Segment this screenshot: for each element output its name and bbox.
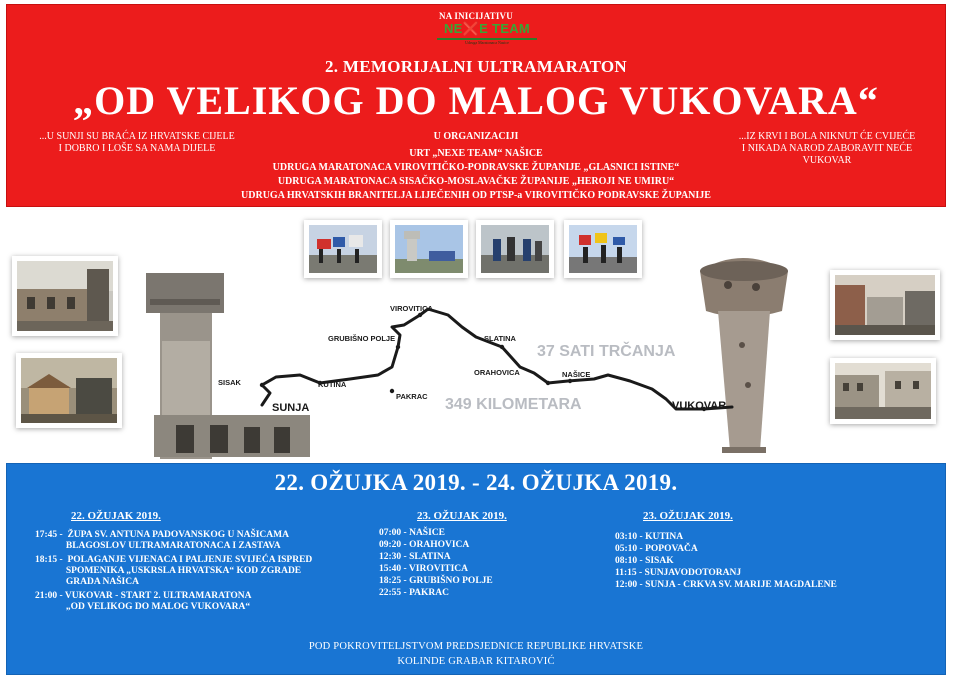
schedule-panel [6, 463, 946, 675]
patronage-line: POD POKROVITELJSTVOM PREDSJEDNICE REPUBLIKE HRVATSKE [308, 641, 644, 652]
organizer-line: UDRUGA HRVATSKIH BRANITELJA LIJEČENIH OD PTSP-a VIROVITIČKO PODRAVSKE ŽUPANIJE [241, 190, 711, 201]
vukovar-water-tower-illustration [700, 258, 788, 453]
verse-right-line: ...IZ KRVI I BOLA NIKNUT ĆE CVIJEĆE [738, 131, 916, 142]
header-banner [6, 4, 946, 207]
schedule-entry: 12:30 - SLATINA [379, 552, 451, 562]
day-heading: 23. OŽUJAK 2019. [417, 510, 507, 522]
schedule-entry: 03:10 - KUTINA [615, 532, 684, 542]
organizer-line: UDRUGA MARATONACA VIROVITIČKO-PODRAVSKE ŽUPANIJE „GLASNICI ISTINE“ [272, 162, 680, 173]
verse-right-line: I NIKADA NAROD ZABORAVIT NEĆE [741, 143, 913, 154]
duration-label: 37 SATI TRČANJA [537, 343, 676, 360]
route-stop-marker [396, 345, 400, 349]
verse-left-line: I DOBRO I LOŠE SA NAMA DIJELE [58, 143, 216, 154]
race-title: „OD VELIKOG DO MALOG VUKOVARA“ [73, 78, 879, 123]
place-label-sisak: SISAK [218, 378, 241, 387]
nexe-team-logo [435, 21, 539, 51]
schedule-entry: 11:15 - SUNJAVODOTORANJ [615, 568, 742, 578]
schedule-entry: 09:20 - ORAHOVICA [379, 540, 470, 550]
place-label-kutina: KUTINA [318, 380, 347, 389]
schedule-entry: 17:45 - ŽUPA SV. ANTUNA PADOVANSKOG U NAŠICAMA [35, 530, 289, 540]
schedule-entry: BLAGOSLOV ULTRAMARATONACA I ZASTAVA [35, 541, 281, 551]
patronage-name: KOLINDE GRABAR KITAROVIĆ [397, 656, 555, 667]
place-label-vukovar: VUKOVAR [672, 400, 727, 412]
initiative-label: NA INICIJATIVU [439, 11, 513, 21]
schedule-entry: SPOMENIKA „USKRSLA HRVATSKA“ KOD ZGRADE [35, 566, 302, 576]
logo-text: NE❌E TEAM [443, 21, 531, 36]
schedule-entry: „OD VELIKOG DO MALOG VUKOVARA“ [35, 602, 251, 612]
organizer-line: UDRUGA MARATONACA SISAČKO-MOSLAVAČKE ŽUPANIJE „HEROJI NE UMIRU“ [277, 176, 675, 187]
verse-left-line: ...U SUNJI SU BRAĆA IZ HRVATSKE CIJELE [39, 131, 235, 142]
route-stop-marker [418, 313, 422, 317]
place-label-virovitica: VIROVITICA [390, 304, 433, 313]
schedule-entry: 12:00 - SUNJA - CRKVA SV. MARIJE MAGDALENE [615, 580, 837, 590]
event-date-range: 22. OŽUJKA 2019. - 24. OŽUJKA 2019. [274, 470, 678, 495]
route-stop-marker [568, 379, 572, 383]
schedule-entry: 21:00 - VUKOVAR - START 2. ULTRAMARATONA [35, 591, 252, 601]
place-label-sunja: SUNJA [272, 402, 310, 414]
schedule-entry: 07:00 - NAŠICE [379, 528, 445, 538]
schedule-entry: 18:15 - POLAGANJE VIJENACA I PALJENJE SVIJEĆA ISPRED [35, 555, 313, 565]
schedule-entry: GRADA NAŠICA [35, 577, 139, 587]
place-label-pakrac: PAKRAC [396, 392, 428, 401]
logo-subtitle: Udruga Maratonaca Nasice [465, 40, 509, 45]
day-heading: 22. OŽUJAK 2019. [71, 510, 161, 522]
route-map [0, 215, 960, 465]
schedule-entry: 22:55 - PAKRAC [379, 588, 450, 598]
route-stop-marker [546, 381, 550, 385]
organizer-line: URT „NEXE TEAM“ NAŠICE [409, 148, 543, 159]
place-label-nasice: NAŠICE [562, 370, 591, 379]
place-label-slatina: SLATINA [484, 334, 516, 343]
place-label-grubisno-polje: GRUBIŠNO POLJE [328, 334, 396, 343]
distance-label: 349 KILOMETARA [445, 396, 582, 413]
schedule-entry: 05:10 - POPOVAČA [615, 544, 698, 554]
sunja-tower-illustration [146, 273, 310, 459]
route-stop-marker [500, 345, 504, 349]
schedule-entry: 08:10 - SISAK [615, 556, 674, 566]
route-stop-marker [260, 383, 264, 387]
place-label-orahovica: ORAHOVICA [474, 368, 520, 377]
day-heading: 23. OŽUJAK 2019. [643, 510, 733, 522]
organization-heading: U ORGANIZACIJI [433, 131, 519, 142]
schedule-entry: 15:40 - VIROVITICA [379, 564, 469, 574]
schedule-entry: 18:25 - GRUBIŠNO POLJE [379, 576, 493, 586]
verse-right-line: VUKOVAR [802, 155, 852, 166]
edition-title: 2. MEMORIJALNI ULTRAMARATON [325, 57, 627, 76]
route-stop-marker [390, 389, 394, 393]
